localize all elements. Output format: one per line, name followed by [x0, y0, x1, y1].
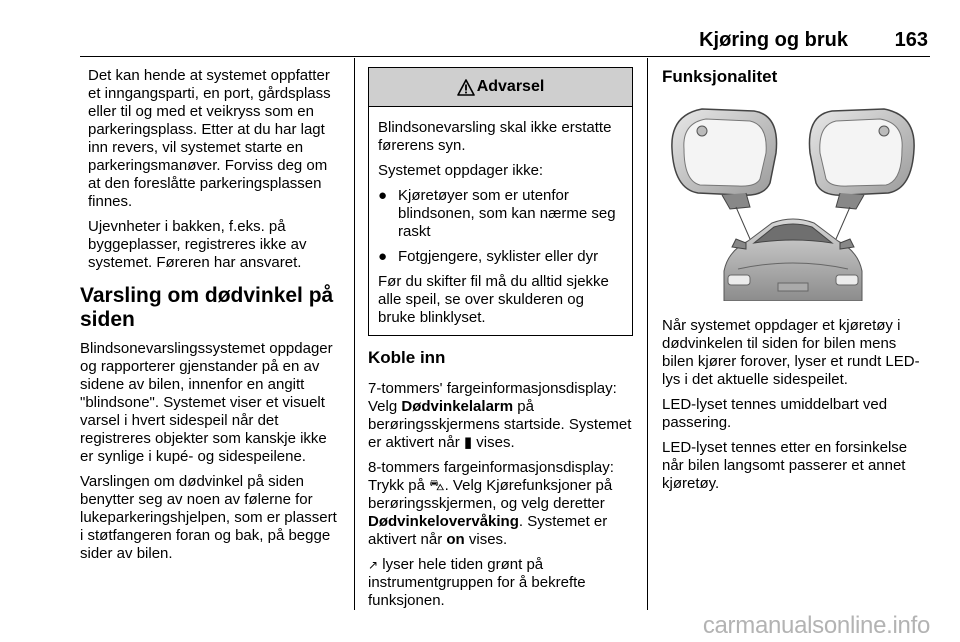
paragraph: Før du skifter fil må du alltid sjekke alle speil, se over skulderen og bruke blinklyset. — [378, 273, 609, 326]
bullet-icon: ● — [378, 248, 388, 265]
menu-item-label: Dødvinkelalarm — [401, 398, 514, 415]
bullet-item — [378, 248, 624, 266]
bullet-icon: ● — [378, 187, 388, 204]
side-mirror-illustration — [662, 101, 924, 301]
indicator-icon: ▮ — [463, 434, 473, 451]
middle-column — [368, 67, 633, 617]
section-heading: Koble inn — [368, 348, 446, 367]
column-divider-1 — [354, 58, 355, 610]
right-mirror-icon — [809, 109, 914, 209]
car-icon — [724, 219, 862, 301]
warning-title: Advarsel — [476, 78, 545, 95]
text: vises. — [472, 434, 515, 451]
text: vises. — [464, 531, 508, 548]
left-mirror-icon — [672, 109, 777, 209]
paragraph: Blindsonevarsling skal ikke erstatte førerens syn. — [378, 119, 612, 154]
paragraph: LED-lyset tennes etter en forsinkelse når bilen langsomt passerer et annet kjøretøy. — [662, 439, 908, 492]
paragraph: Systemet oppdager ikke: — [378, 162, 544, 179]
section-heading: Funksjonalitet — [662, 67, 778, 86]
paragraph — [368, 459, 633, 549]
left-column — [80, 67, 342, 570]
paragraph: Ujevnheter i bakken, f.eks. på byggeplasser, registreres ikke av systemet. Føreren har ansvaret. — [88, 218, 307, 271]
vehicle-icon: ⛍ — [429, 477, 445, 494]
watermark: carmanualsonline.info — [702, 612, 930, 639]
bullet-item — [378, 187, 624, 241]
bullet-text: Fotgjengere, syklister eller dyr — [398, 248, 599, 265]
paragraph — [368, 380, 633, 452]
warning-body — [369, 107, 632, 335]
warning-title-bar — [369, 68, 632, 107]
paragraph: LED-lyset tennes umiddelbart ved passering. — [662, 396, 888, 431]
header-rule — [80, 56, 930, 57]
page-number: 163 — [894, 29, 928, 51]
text: lyser hele tiden grønt på instrumentgruppen for å bekrefte funksjonen. — [368, 556, 586, 609]
menu-item-label: Dødvinkelovervåking — [368, 513, 519, 530]
paragraph: Det kan hende at systemet oppfatter et inngangsparti, en port, gårdsplass eller til og med et veikryss som en parkeringsplass. Etter at du har lagt inn revers, vil systemet starte en parkeringsmanøver. Forviss deg om at den foreslåtte parkeringsplassen finnes. — [88, 67, 331, 210]
warning-box — [368, 67, 633, 336]
text: 8-tommers fargeinformasjonsdisplay: Trykk på — [368, 459, 614, 494]
status-label: on — [446, 531, 465, 548]
right-column — [662, 67, 930, 500]
column-divider-2 — [647, 58, 648, 610]
text: 7-tommers' fargeinformasjonsdisplay: Velg — [368, 380, 617, 415]
section-heading: Varsling om dødvinkel på siden — [80, 284, 334, 331]
paragraph: Blindsonevarslingssystemet oppdager og rapporterer gjenstander på en av sidene av bilen, innenfor en angitt "blindsone". Systemet viser et visuelt varsel i hvert sidespeil når det registreres objekter som kanskje ikke er synlige i kupé- og sidespeilene. — [80, 340, 333, 465]
paragraph: Når systemet oppdager et kjøretøy i dødvinkelen til siden for bilen mens bilen kjører forover, lyser et rundt LED-lys i det aktuelle sidespeilet. — [662, 317, 920, 388]
text: på berøringsskjermens startside. Systemet er aktivert når — [368, 398, 632, 451]
bullet-text: Kjøretøyer som er utenfor blindsonen, som kan nærme seg raskt — [398, 187, 616, 240]
paragraph — [368, 556, 633, 610]
page-header-title: Kjøring og bruk — [699, 29, 848, 51]
warning-triangle-icon — [457, 79, 475, 96]
text: . Velg Kjørefunksjoner på berøringsskjermen, og velg deretter — [368, 477, 613, 512]
paragraph: Varslingen om dødvinkel på siden benytter seg av noen av følerne for lukeparkeringshjelpen, som er plassert i støtfangeren foran og bak, på begge sider av bilen. — [80, 473, 337, 562]
blind-spot-indicator-icon: ↗ — [368, 558, 379, 572]
text: . Systemet er aktivert når — [368, 513, 608, 548]
